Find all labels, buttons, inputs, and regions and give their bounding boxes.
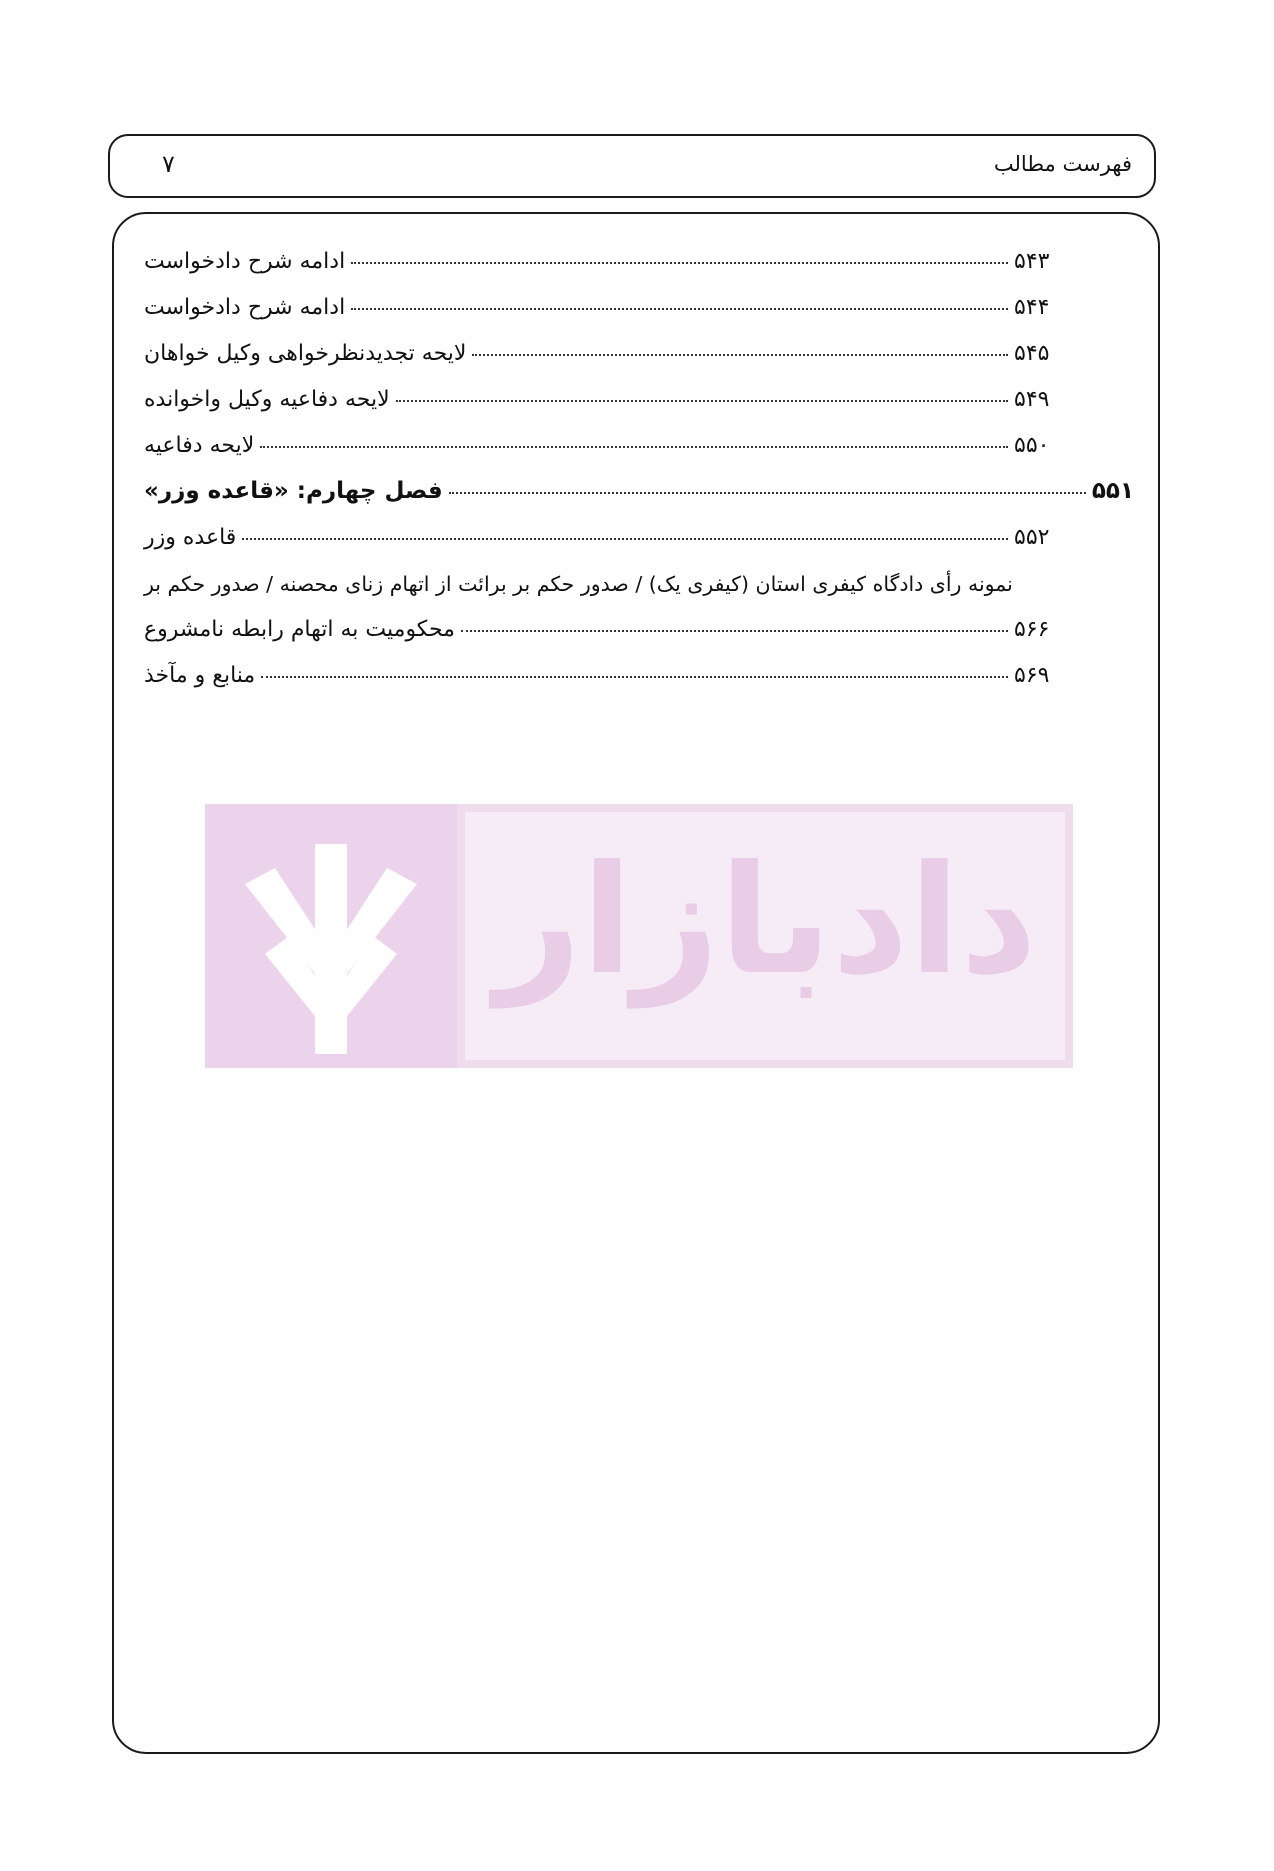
toc-chapter-entry[interactable]	[144, 458, 1134, 504]
toc-entry-page: ۵۶۶	[1014, 617, 1050, 642]
toc-entry-continuation[interactable]	[144, 596, 1134, 642]
toc-entry[interactable]	[144, 228, 1134, 274]
toc-entry-page: ۵۴۹	[1014, 387, 1050, 412]
toc-entry-title: نمونه رأی دادگاه کیفری استان (کیفری یک) / صدور حکم بر برائت از اتهام زنای محصنه / صدور حکم بر	[144, 572, 1013, 596]
page-number: ۷	[162, 150, 175, 178]
toc-entry-title: منابع و مآخذ	[144, 663, 256, 688]
toc-leader-dots	[396, 400, 1008, 402]
toc-leader-dots	[242, 538, 1008, 540]
toc-entry-title: لایحه تجدیدنظرخواهی وکیل خواهان	[144, 341, 467, 366]
toc-entry-page: ۵۴۳	[1014, 249, 1050, 274]
toc-entry-title: ادامه شرح دادخواست	[144, 295, 346, 320]
toc-entry[interactable]	[144, 274, 1134, 320]
toc-entry[interactable]	[144, 642, 1134, 688]
toc-leader-dots	[472, 354, 1008, 356]
toc-leader-dots	[449, 492, 1086, 494]
toc-entry[interactable]	[144, 504, 1134, 550]
toc-entry-title: محکومیت به اتهام رابطه نامشروع	[144, 617, 455, 642]
toc-leader-dots	[260, 446, 1008, 448]
toc-entry-page: ۵۶۹	[1014, 663, 1050, 688]
toc-leader-dots	[261, 676, 1008, 678]
toc-leader-dots	[461, 630, 1008, 632]
page-header	[108, 134, 1156, 198]
toc-entry-title: ادامه شرح دادخواست	[144, 249, 346, 274]
toc-entry[interactable]	[144, 320, 1134, 366]
header-title: فهرست مطالب	[993, 152, 1132, 176]
toc-entry[interactable]	[144, 366, 1134, 412]
toc-entry-title: لایحه دفاعیه وکیل واخوانده	[144, 387, 390, 412]
toc-leader-dots	[351, 262, 1008, 264]
toc-entry-title: لایحه دفاعیه	[144, 433, 255, 458]
toc-entry-page: ۵۵۰	[1014, 433, 1050, 458]
table-of-contents	[144, 228, 1134, 688]
toc-entry[interactable]	[144, 412, 1134, 458]
toc-entry-page: ۵۴۴	[1014, 295, 1050, 320]
toc-leader-dots	[351, 308, 1008, 310]
toc-entry-page: ۵۵۲	[1014, 525, 1050, 550]
toc-chapter-title: فصل چهارم: «قاعده وزر»	[144, 478, 443, 504]
toc-entry-title: قاعده وزر	[144, 525, 237, 550]
toc-entry-multiline[interactable]	[144, 550, 1134, 596]
watermark-text: دادبازار	[495, 834, 1038, 1008]
toc-entry-page: ۵۴۵	[1014, 341, 1050, 366]
watermark	[205, 804, 1073, 1068]
toc-entry-page: ۵۵۱	[1091, 478, 1134, 504]
watermark-logo-icon	[205, 804, 457, 1068]
